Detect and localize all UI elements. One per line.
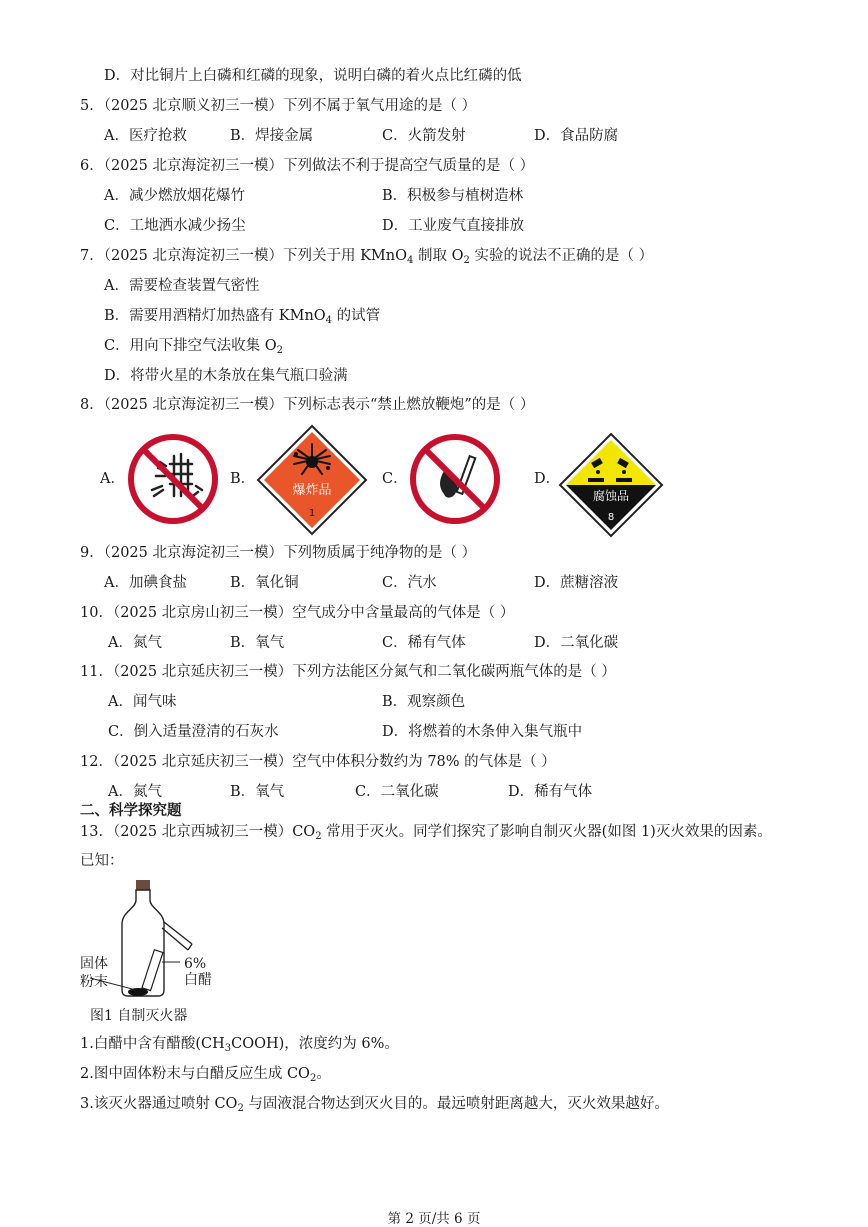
- q12-option-b: B．氧气: [230, 784, 285, 800]
- q7-option-a: A．需要检查装置气密性: [104, 278, 260, 294]
- q8-stem: 8．（2025 北京海淀初三一模）下列标志表示“禁止燃放鞭炮”的是（ ）: [80, 397, 535, 413]
- q8-label-d: D．: [534, 471, 561, 487]
- corrosive-sign: [558, 432, 664, 538]
- q11-option-b: B．观察颜色: [382, 694, 466, 710]
- figure-label-vinegar-2: 白醋: [184, 972, 212, 988]
- q10-option-a: A．氮气: [108, 635, 162, 651]
- no-open-flame-sign: [408, 432, 502, 526]
- explosive-sign-number: 1: [308, 508, 316, 519]
- q10-option-d: D．二氧化碳: [534, 635, 619, 651]
- no-fireworks-sign: [126, 432, 220, 526]
- q13-fact-3: 3.该灭火器通过喷射 $CO_2$ 与固液混合物达到灭火目的。最远喷射距离越大，灭火效果越好。: [80, 1096, 669, 1114]
- q4-option-d: D．对比铜片上白磷和红磷的现象，说明白磷的着火点比红磷的低: [104, 68, 522, 84]
- q11-stem: 11．（2025 北京延庆初三一模）下列方法能区分氮气和二氧化碳两瓶气体的是（ ）: [80, 664, 616, 680]
- q9-stem: 9．（2025 北京海淀初三一模）下列物质属于纯净物的是（ ）: [80, 545, 477, 561]
- q6-option-d: D．工业废气直接排放: [382, 218, 525, 234]
- q8-label-b: B．: [230, 471, 256, 487]
- q12-option-a: A．氮气: [108, 784, 162, 800]
- q7-option-c: C．用向下排空气法收集 $O_2$: [104, 338, 283, 356]
- q9-option-c: C．汽水: [382, 575, 437, 591]
- q6-option-c: C．工地洒水减少扬尘: [104, 218, 246, 234]
- q13-fact-2: 2.图中固体粉末与白醋反应生成 $CO_2$。: [80, 1066, 331, 1084]
- explosive-sign-text: 爆炸品: [292, 483, 332, 498]
- figure-caption: 图1 自制灭火器: [90, 1008, 188, 1024]
- q6-option-b: B．积极参与植树造林: [382, 188, 524, 204]
- q10-option-c: C．稀有气体: [382, 635, 466, 651]
- q9-option-d: D．蔗糖溶液: [534, 575, 619, 591]
- q13-known-label: 已知：: [80, 853, 124, 869]
- q13-stem: 13．（2025 北京西城初三一模）$CO_2$ 常用于灭火。同学们探究了影响自制灭火器(如图 1)灭火效果的因素。: [80, 824, 772, 842]
- q9-option-a: A．加碘食盐: [104, 575, 187, 591]
- q12-option-c: C．二氧化碳: [355, 784, 439, 800]
- figure-label-vinegar-1: 6%: [184, 956, 207, 972]
- q10-option-b: B．氧气: [230, 635, 285, 651]
- q11-option-d: D．将燃着的木条伸入集气瓶中: [382, 724, 583, 740]
- q11-option-c: C．倒入适量澄清的石灰水: [108, 724, 279, 740]
- q6-stem: 6．（2025 北京海淀初三一模）下列做法不利于提高空气质量的是（ ）: [80, 158, 535, 174]
- section-title: 二、科学探究题: [80, 802, 182, 819]
- corrosive-sign-text: 腐蚀品: [592, 489, 630, 503]
- q12-stem: 12．（2025 北京延庆初三一模）空气中体积分数约为 78% 的气体是（ ）: [80, 754, 556, 770]
- page-number: 第 2 页/共 6 页: [387, 1211, 481, 1227]
- q7-stem: 7．（2025 北京海淀初三一模）下列关于用 KMnO$_4$ 制取 $O_2$ 实验的说法不正确的是（ ）: [80, 248, 654, 266]
- q7-option-d: D．将带火星的木条放在集气瓶口验满: [104, 368, 348, 384]
- q11-option-a: A．闻气味: [108, 694, 177, 710]
- explosive-sign: [256, 424, 368, 536]
- q12-option-d: D．稀有气体: [508, 784, 593, 800]
- q5-option-b: B．焊接金属: [230, 128, 314, 144]
- q8-label-c: C．: [382, 471, 408, 487]
- q5-stem: 5．（2025 北京顺义初三一模）下列不属于氧气用途的是（ ）: [80, 98, 477, 114]
- q8-label-a: A．: [100, 471, 125, 487]
- figure-label-solid-1: 固体: [80, 956, 108, 972]
- figure-label-solid-2: 粉末: [80, 974, 108, 990]
- q9-option-b: B．氧化铜: [230, 575, 299, 591]
- q10-stem: 10．（2025 北京房山初三一模）空气成分中含量最高的气体是（ ）: [80, 605, 515, 621]
- q7-option-b: B．需要用酒精灯加热盛有 KMnO$_4$ 的试管: [104, 308, 381, 326]
- q5-option-d: D．食品防腐: [534, 128, 619, 144]
- q5-option-a: A．医疗抢救: [104, 128, 187, 144]
- q5-option-c: C．火箭发射: [382, 128, 466, 144]
- corrosive-sign-number: 8: [607, 512, 615, 523]
- q6-option-a: A．减少燃放烟花爆竹: [104, 188, 245, 204]
- q13-fact-1: 1.白醋中含有醋酸$(CH_3COOH)$，浓度约为 6%。: [80, 1036, 399, 1054]
